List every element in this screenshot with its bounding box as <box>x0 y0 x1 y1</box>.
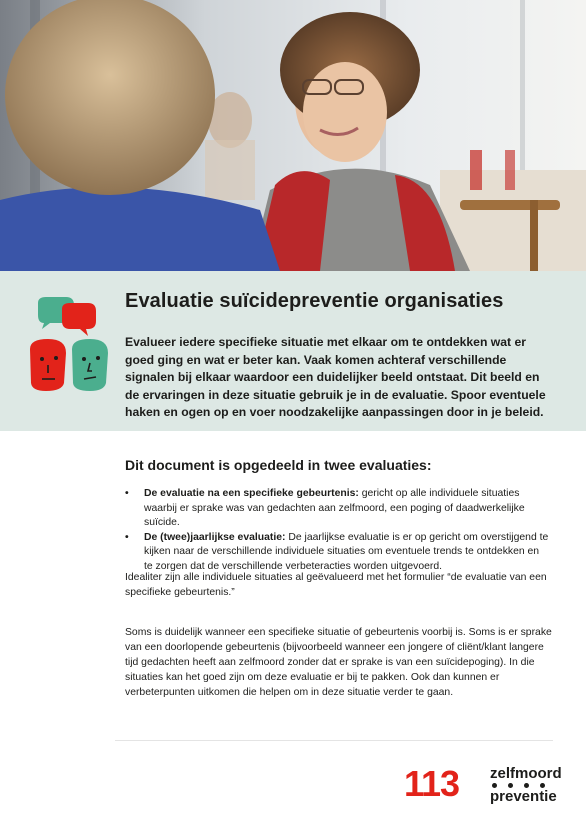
speech-faces-icon <box>26 295 116 395</box>
logo-113 <box>404 762 562 810</box>
list-item-text: gericht op alle individuele situaties waarbij er sprake was van gedachten aan zelfmoord, een poging of daadwerkelijke suïcide. <box>144 488 525 529</box>
paragraph-ideally: Idealiter zijn alle individuele situaties al geëvalueerd met het formulier “de evaluatie van een specifieke gebeurtenis.” <box>125 572 547 598</box>
hero-photo <box>0 0 586 271</box>
list-item-lead: De (twee)jaarlijkse evaluatie: <box>144 531 286 543</box>
bullet-icon: • <box>125 531 129 543</box>
list-item-text: De jaarlijkse evaluatie is er op gericht om overstijgend te kijken naar de verschillende individuele situaties om eventuele trends te ontdekken en te zorgen dat de verschillende verbeteracties worden uitgevoerd. <box>144 531 549 572</box>
evaluation-list <box>125 487 550 575</box>
paragraph-ongoing: Soms is duidelijk wanneer een specifieke situatie of gebeurtenis voorbij is. Soms is er sprake van een doorlopende gebeurtenis (bijvoorbeeld wanneer een jongere of cliënt/klant langere tijd gedachten heeft aan zelfmoord zonder dat er sprake is van een suïcidepoging). In die situaties kan het goed zijn om deze evaluatie er bij te pakken. Ook dan kunnen er verbeterpunten uitkomen die helpen om in deze situatie verder te gaan. <box>125 627 552 698</box>
list-item-lead: De evaluatie na een specifieke gebeurtenis: <box>144 488 359 499</box>
intro-text: Evalueer iedere specifieke situatie met elkaar om te ontdekken wat er goed ging en wat er beter kan. Vaak komen achteraf verschillende signalen bij elkaar waardoor een duidelijker beeld ontstaat. Dit beeld en de ervaringen in deze situatie gebruik je in de evaluatie. Spoor eventuele haken en ogen op en voer noodzakelijke aanpassingen door in je beleid. <box>125 335 546 420</box>
page-title: Evaluatie suïcidepreventie organisaties <box>125 290 504 312</box>
list-item <box>125 487 550 531</box>
logo-word-bottom: preventie <box>490 788 557 805</box>
logo-word-top: zelfmoord <box>490 765 562 782</box>
section-title: Dit document is opgedeeld in twee evaluaties: <box>125 457 432 473</box>
bullet-icon: • <box>125 488 129 499</box>
list-item <box>125 531 550 575</box>
photo-two-women-talking-icon <box>0 0 586 271</box>
divider <box>115 740 553 741</box>
logo-number: 113 <box>404 763 460 804</box>
